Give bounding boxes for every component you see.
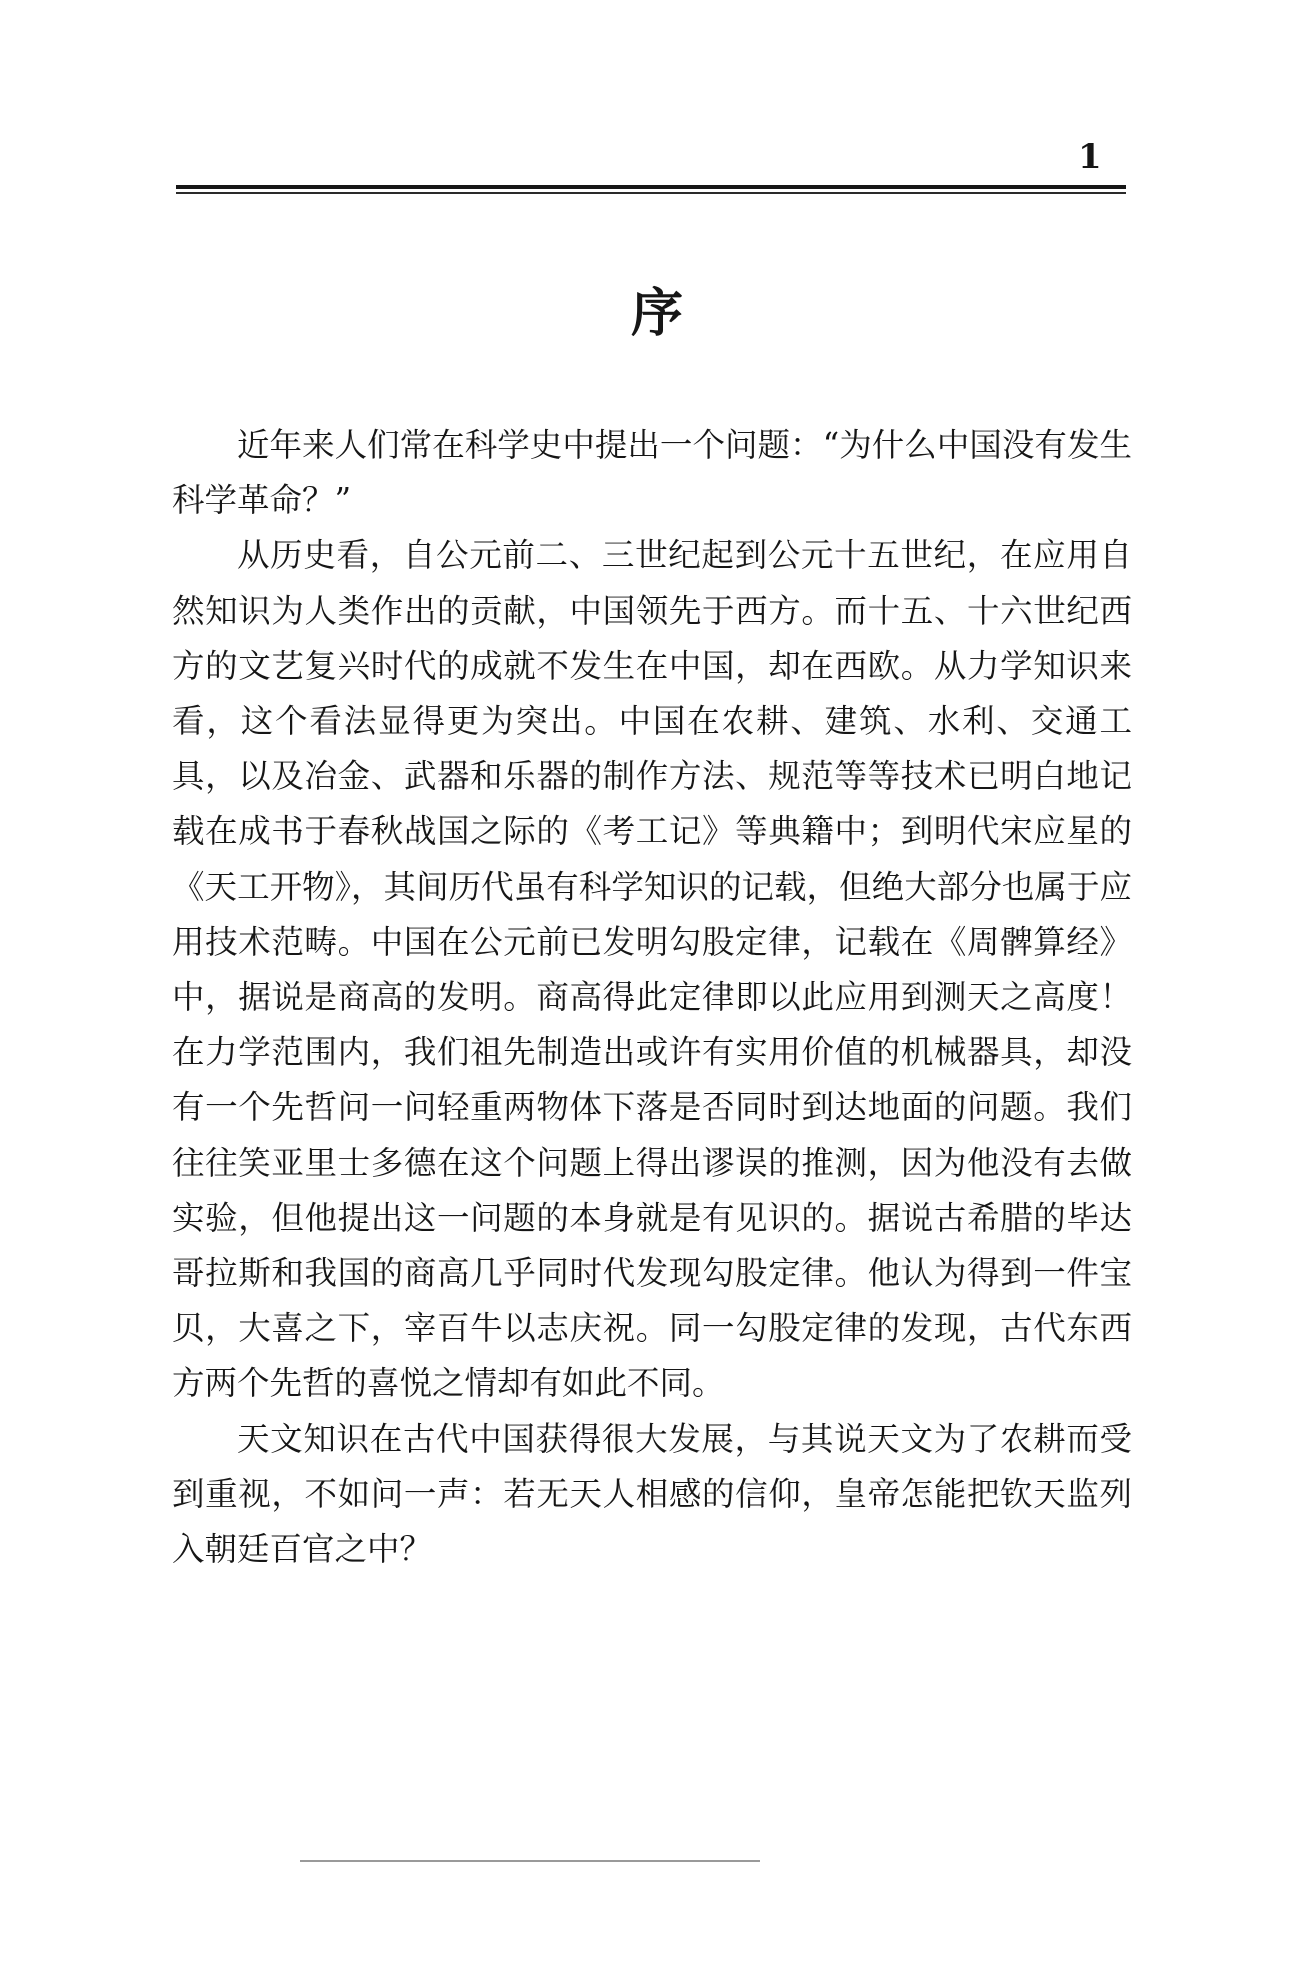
paragraph: 近年来人们常在科学史中提出一个问题：“为什么中国没有发生科学革命？”	[172, 426, 1132, 520]
header-rule-thin	[176, 192, 1126, 194]
body-text	[172, 418, 1132, 1577]
chapter-title: 序	[630, 283, 685, 344]
page-number: 1	[1078, 137, 1102, 177]
paragraph: 天文知识在古代中国获得很大发展，与其说天文为了农耕而受到重视，不如问一声：若无天人相感的信仰，皇帝怎能把钦天监列入朝廷百官之中？	[172, 1419, 1132, 1569]
footer-rule	[300, 1860, 760, 1862]
paragraph: 从历史看，自公元前二、三世纪起到公元十五世纪，在应用自然知识为人类作出的贡献，中国领先于西方。而十五、十六世纪西方的文艺复兴时代的成就不发生在中国，却在西欧。从力学知识来看，这个看法显得更为突出。中国在农耕、建筑、水利、交通工具，以及冶金、武器和乐器的制作方法、规范等等技术已明白地记载在成书于春秋战国之际的《考工记》等典籍中；到明代宋应星的《天工开物》，其间历代虽有科学知识的记载，但绝大部分也属于应用技术范畴。中国在公元前已发明勾股定律，记载在《周髀算经》中，据说是商高的发明。商高得此定律即以此应用到测天之高度！在力学范围内，我们祖先制造出或许有实用价值的机械器具，却没有一个先哲问一问轻重两物体下落是否同时到达地面的问题。我们往往笑亚里士多德在这个问题上得出谬误的推测，因为他没有去做实验，但他提出这一问题的本身就是有见识的。据说古希腊的毕达哥拉斯和我国的商高几乎同时代发现勾股定律。他认为得到一件宝贝，大喜之下，宰百牛以志庆祝。同一勾股定律的发现，古代东西方两个先哲的喜悦之情却有如此不同。	[172, 536, 1132, 1403]
header-rule	[176, 185, 1126, 189]
